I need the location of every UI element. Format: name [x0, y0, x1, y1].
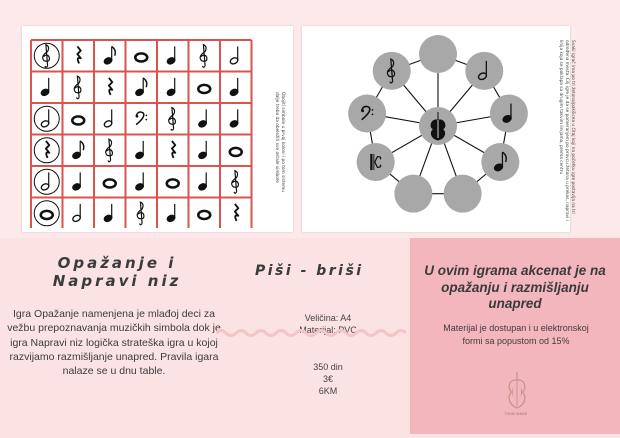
quarter-rest-icon: [235, 204, 238, 221]
half-icon: [34, 169, 59, 194]
star-game-card: [302, 26, 575, 232]
whole-icon: [34, 201, 59, 226]
whole-icon: [72, 116, 84, 124]
quarter-icon: [166, 78, 175, 97]
product-title: Piši - briši: [255, 263, 364, 279]
whole-icon: [230, 148, 242, 156]
board-node: [444, 175, 482, 213]
quarter-rest-icon: [77, 46, 80, 63]
half-icon: [72, 204, 81, 223]
treble-icon: [232, 171, 239, 194]
whole-icon: [135, 53, 147, 61]
price-eur: 3€: [322, 374, 333, 384]
quarter-icon: [135, 141, 144, 160]
treble-icon: [169, 108, 176, 131]
board-node: [465, 52, 503, 90]
game-title: Opažanje i Napravi niz: [52, 254, 182, 290]
quarter-icon: [135, 172, 144, 191]
treble-icon: [106, 139, 113, 162]
quarter-icon: [198, 172, 207, 191]
price-km: 6KM: [318, 386, 338, 396]
board-node: [490, 94, 528, 132]
grid-instructions: Obojiti simbole u prvoj koloni i po tom sistemu dalje treba da obeležiti sve ostale simbole: [274, 92, 285, 192]
quarter-icon: [198, 109, 207, 128]
board-node: [357, 143, 395, 181]
whole-icon: [104, 179, 116, 187]
half-icon: [103, 109, 112, 128]
violin-logo-icon: [500, 370, 534, 412]
board-node: [481, 143, 519, 181]
bass-icon: [136, 112, 148, 125]
half-icon: [34, 106, 59, 131]
treble-icon: [34, 43, 59, 68]
quarter-rest-icon: [34, 138, 59, 163]
quarter-icon: [229, 78, 238, 97]
quarter-icon: [72, 172, 81, 191]
wave-divider: [216, 326, 406, 340]
quarter-rest-icon: [109, 78, 112, 95]
quarter-icon: [166, 204, 175, 223]
treble-icon: [74, 76, 81, 99]
material-spec: Materijal: PVC: [299, 325, 357, 335]
quarter-icon: [40, 78, 49, 97]
cta-description: Materijal je dostupan i u elektronskoj formi sa popustom od 15%: [443, 323, 589, 346]
cta-heading: U ovim igrama akcenat je na opažanju i razmišljanju unapred: [424, 263, 606, 311]
game-description: Igra Opažanje namenjena je mlađoj deci za vežbu prepoznavanja muzičkih simbola dok je igra Napravi niz logička strateška igra u kojoj razvijamo razmišljanje unapred. Pravila igara nalaze se u dnu table.: [7, 308, 221, 378]
size-spec: Veličina: A4: [304, 313, 352, 323]
grid-game-card: [22, 26, 293, 232]
board-node: [419, 35, 457, 73]
quarter-icon: [229, 109, 238, 128]
quarter-icon: [103, 204, 112, 223]
eighth-icon: [135, 78, 147, 97]
star-instructions: Svaki igrač ima po tri žetona/pakšicea u čitaj koji na početku igre postavlja na tri određena mesta. Cilj igre je da se pomeranjem po pravcu žetona u prekos, napravi i linija koja se poklapa sa drugim takvim linijama, prema centru: [558, 40, 575, 221]
treble-icon: [137, 202, 144, 225]
symbol-grid: [28, 38, 258, 228]
half-icon: [229, 46, 238, 65]
quarter-icon: [198, 141, 207, 160]
eighth-icon: [72, 141, 84, 160]
quarter-icon: [166, 46, 175, 65]
board-node: [394, 175, 432, 213]
eighth-icon: [103, 46, 115, 65]
whole-icon: [198, 211, 210, 219]
quarter-rest-icon: [172, 141, 175, 158]
treble-icon: [200, 45, 207, 68]
price-din: 350 din: [313, 362, 343, 372]
star-board: [310, 30, 550, 230]
whole-icon: [167, 179, 179, 187]
logo-text: TIKIB MASE: [504, 412, 528, 416]
whole-icon: [198, 85, 210, 93]
